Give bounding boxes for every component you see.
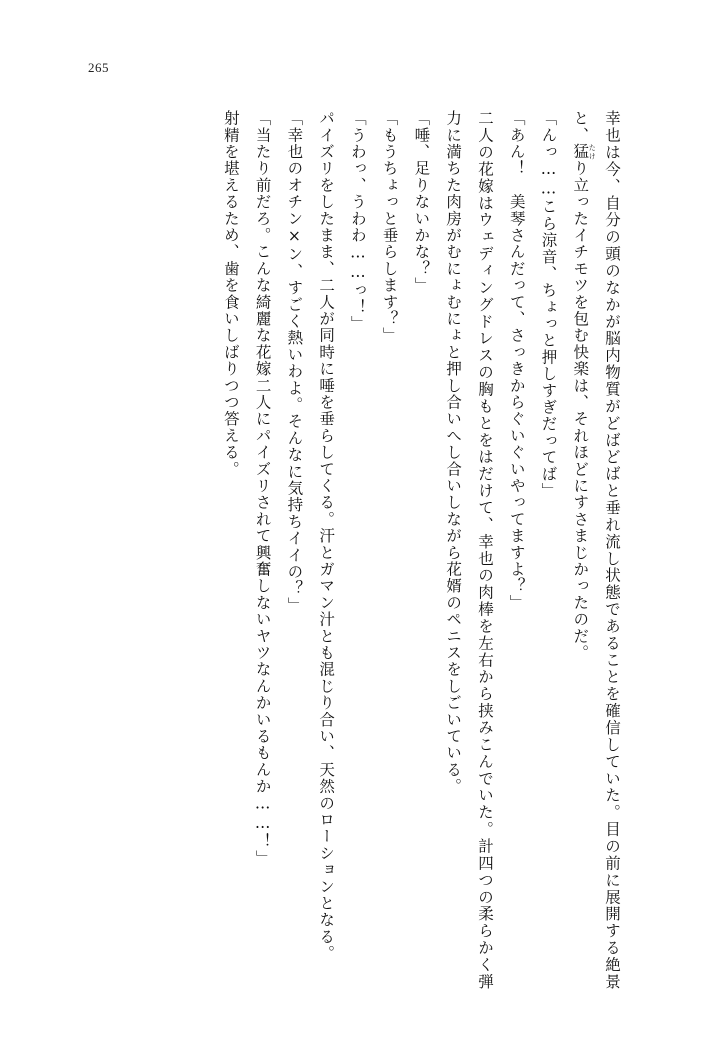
paragraph: 二人の花嫁はウェディングドレスの胸もとをはだけて、幸也の肉棒を左右から挟みこんでいた。計四つの柔らかく弾力に満ちた肉房がむにょむにょと押し合いへし合いしながら花婿のペニスをしごいている。 xyxy=(444,110,494,990)
paragraph: パイズリをしたまま、二人が同時に唾を垂らしてくる。汗とガマン汁とも混じり合い、天然のローションとなる。 xyxy=(317,110,336,962)
ruby-annotation: 猛 たけ xyxy=(571,143,597,161)
page-text-body xyxy=(67,110,627,990)
paragraph: 「当たり前だろ。こんな綺麗な花嫁二人にパイズリされて興奮しないヤツなんかいるもんか……！」 xyxy=(253,110,272,867)
paragraph: 「んっ……こら涼音、ちょっと押しすぎだってば」 xyxy=(539,110,558,500)
paragraph: 「唾、足りないかな？」 xyxy=(412,110,431,294)
paragraph: 「うわっ、うわわ……っ！」 xyxy=(348,110,367,333)
paragraph: 射精を堪えるため、歯を食いしばりつつ答える。 xyxy=(221,110,240,478)
paragraph: 「もうちょっと垂らします？」 xyxy=(380,110,399,344)
page-number: 265 xyxy=(88,60,109,75)
paragraph: 幸也は今、自分の頭のなかが脳内物質がどばどばと垂れ流し状態であることを確信していた。目の前に展開する絶景と、猛 たけり立ったイチモツを包む快楽は、それほどにすさまじかったのだ。 xyxy=(571,110,621,990)
paragraph: 「幸也のオチン×ン、すごく熱いわよ。そんなに気持ちイイの？」 xyxy=(285,110,304,614)
paragraph: 「あん！ 美琴さんだって、さっきからぐいぐいやってますよ？」 xyxy=(507,110,526,611)
